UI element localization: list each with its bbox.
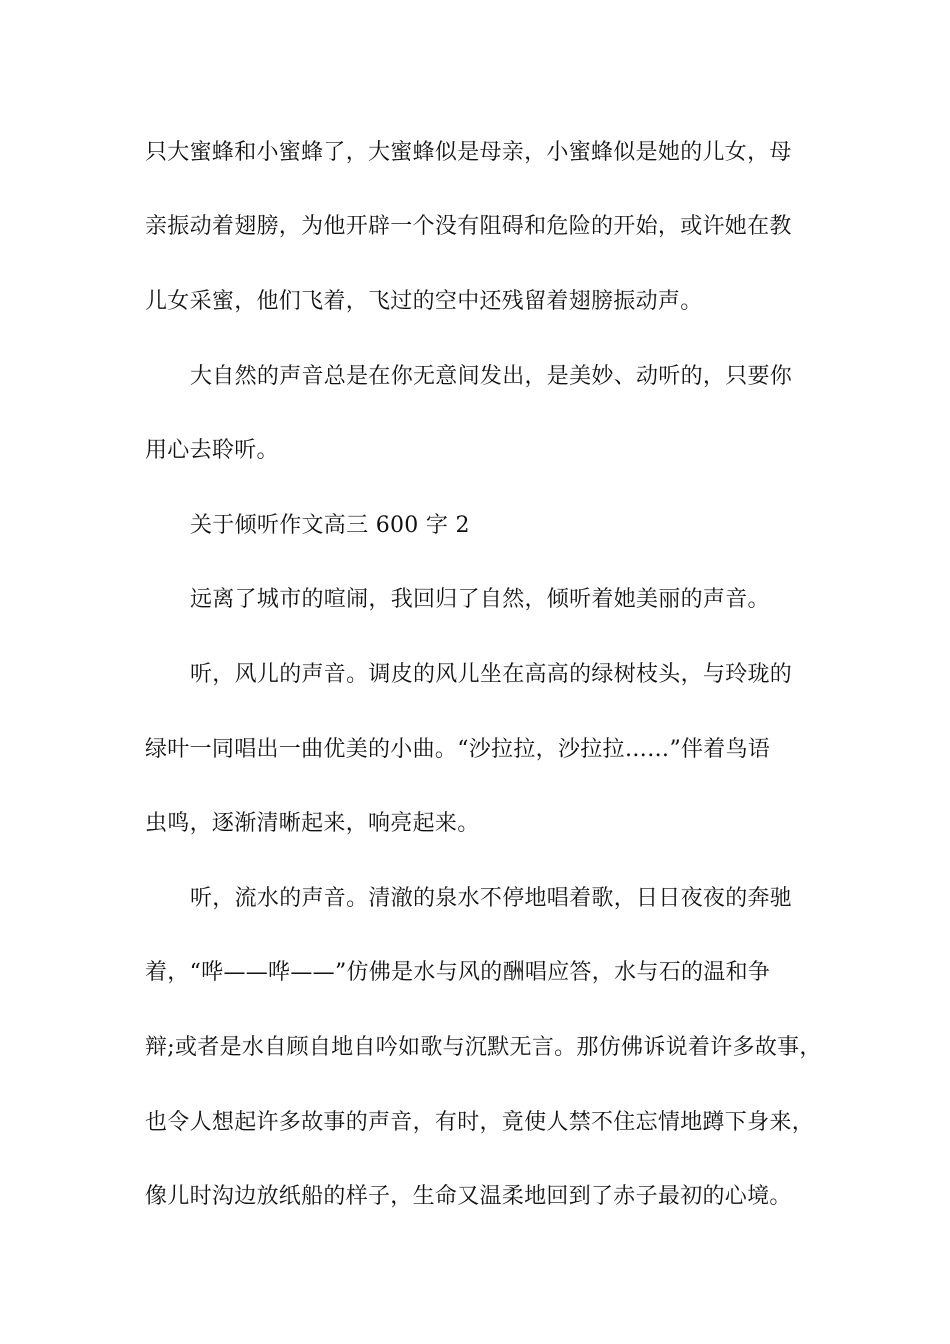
text-line: 像儿时沟边放纸船的样子，生命又温柔地回到了赤子最初的心境。 [145,1184,792,1209]
text-line: 用心去聆听。 [145,438,279,463]
section-heading: 关于倾听作文高三 600 字 2 [190,513,470,538]
text-line: 着，“哗——哗——”仿佛是水与风的酬唱应答，水与石的温和争 [145,960,771,985]
text-line: 辩;或者是水自顾自地自吟如歌与沉默无言。那仿佛诉说着许多故事， [145,1035,822,1060]
paragraph-start-line: 听，流水的声音。清澈的泉水不停地唱着歌，日日夜夜的奔驰 [190,886,793,911]
text-line: 亲振动着翅膀，为他开辟一个没有阻碍和危险的开始，或许她在教 [145,214,792,239]
text-line: 绿叶一同唱出一曲优美的小曲。“沙拉拉，沙拉拉……”伴着鸟语 [145,737,771,762]
text-line: 儿女采蜜，他们飞着，飞过的空中还残留着翅膀振动声。 [145,289,703,314]
text-line: 虫鸣，逐渐清晰起来，响亮起来。 [145,811,480,836]
text-line: 只大蜜蜂和小蜜蜂了，大蜜蜂似是母亲，小蜜蜂似是她的儿女，母 [145,140,792,165]
paragraph-start-line: 听，风儿的声音。调皮的风儿坐在高高的绿树枝头，与玲珑的 [190,662,793,687]
paragraph-start-line: 远离了城市的喧闹，我回归了自然，倾听着她美丽的声音。 [190,587,770,612]
paragraph-start-line: 大自然的声音总是在你无意间发出，是美妙、动听的，只要你 [190,364,793,389]
text-line: 也令人想起许多故事的声音，有时，竟使人禁不住忘情地蹲下身来， [145,1110,815,1135]
